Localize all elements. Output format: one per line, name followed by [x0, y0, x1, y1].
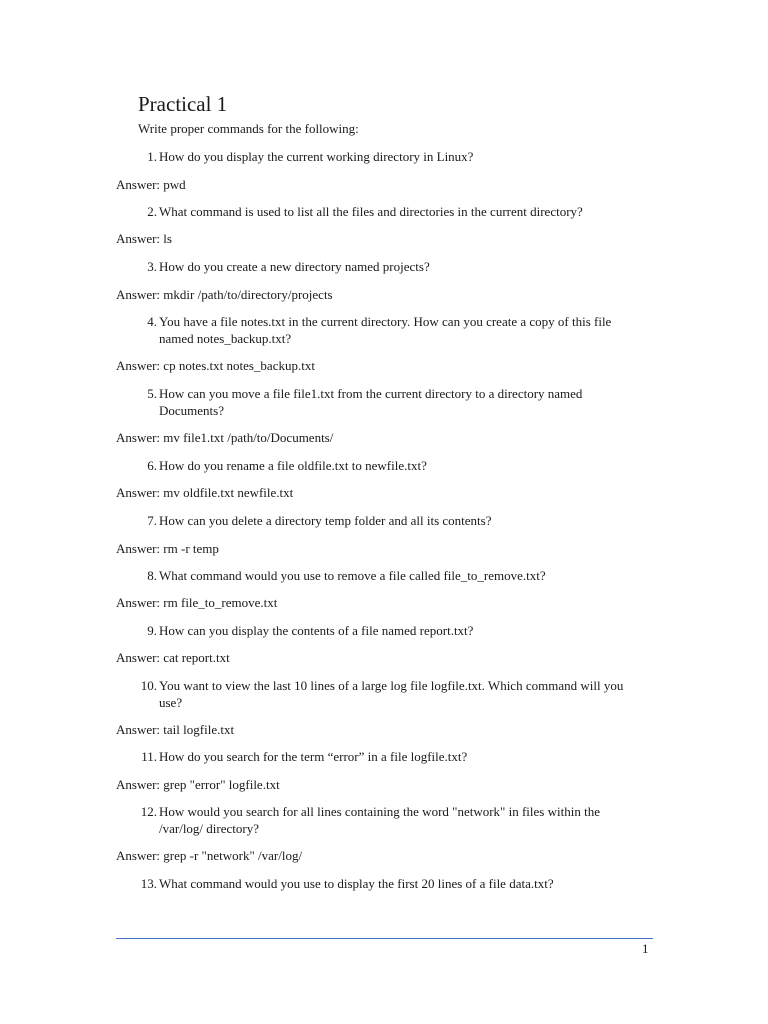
question-number: 5. — [147, 386, 157, 401]
answer-text: Answer: grep "error" logfile.txt — [116, 777, 280, 792]
question-number: 12. — [140, 804, 157, 819]
footer-rule — [116, 938, 653, 939]
answer-text: Answer: cat report.txt — [116, 650, 230, 665]
question-number: 8. — [147, 568, 157, 583]
question-item — [136, 677, 636, 711]
question-text: How do you create a new directory named projects? — [159, 259, 430, 274]
question-item — [136, 622, 636, 639]
question-text: How do you display the current working directory in Linux? — [159, 149, 474, 164]
question-text: You have a file notes.txt in the current directory. How can you create a copy of this file named notes_backup.txt? — [159, 314, 612, 346]
question-item — [136, 385, 636, 419]
question-item — [136, 512, 636, 529]
page-title: Practical 1 — [138, 92, 228, 116]
question-number: 4. — [147, 314, 157, 329]
question-number: 10. — [140, 678, 157, 693]
question-item — [136, 203, 636, 220]
question-text: What command is used to list all the files and directories in the current directory? — [159, 204, 583, 219]
answer-text: Answer: mv file1.txt /path/to/Documents/ — [116, 430, 334, 445]
question-text: What command would you use to display the first 20 lines of a file data.txt? — [159, 876, 554, 891]
question-text: How do you rename a file oldfile.txt to newfile.txt? — [159, 458, 427, 473]
question-item — [136, 748, 636, 765]
question-number: 3. — [147, 259, 157, 274]
instructions: Write proper commands for the following: — [138, 121, 359, 136]
question-item — [136, 875, 636, 892]
answer-text: Answer: pwd — [116, 177, 186, 192]
question-item — [136, 567, 636, 584]
question-text: How do you search for the term “error” in a file logfile.txt? — [159, 749, 468, 764]
question-text: How can you display the contents of a file named report.txt? — [159, 623, 474, 638]
question-number: 11. — [141, 749, 157, 764]
question-number: 7. — [147, 513, 157, 528]
answer-text: Answer: grep -r "network" /var/log/ — [116, 848, 303, 863]
question-number: 6. — [147, 458, 157, 473]
question-number: 1. — [147, 149, 157, 164]
question-text: How can you move a file file1.txt from the current directory to a directory named Documents? — [159, 386, 583, 418]
answer-text: Answer: ls — [116, 231, 172, 246]
question-number: 2. — [147, 204, 157, 219]
question-item — [136, 457, 636, 474]
question-item — [136, 258, 636, 275]
answer-text: Answer: rm -r temp — [116, 541, 219, 556]
page-number: 1 — [642, 941, 649, 956]
answer-text: Answer: mv oldfile.txt newfile.txt — [116, 485, 294, 500]
answer-text: Answer: cp notes.txt notes_backup.txt — [116, 358, 315, 373]
question-number: 9. — [147, 623, 157, 638]
question-text: You want to view the last 10 lines of a large log file logfile.txt. Which command will you use? — [159, 678, 624, 710]
answer-text: Answer: tail logfile.txt — [116, 722, 235, 737]
question-text: What command would you use to remove a file called file_to_remove.txt? — [159, 568, 546, 583]
question-item — [136, 313, 636, 347]
question-text: How would you search for all lines containing the word "network" in files within the /var/log/ directory? — [159, 804, 600, 836]
question-number: 13. — [140, 876, 157, 891]
question-item — [136, 148, 636, 165]
question-text: How can you delete a directory temp folder and all its contents? — [159, 513, 492, 528]
answer-text: Answer: mkdir /path/to/directory/projects — [116, 287, 333, 302]
answer-text: Answer: rm file_to_remove.txt — [116, 595, 278, 610]
question-item — [136, 803, 636, 837]
